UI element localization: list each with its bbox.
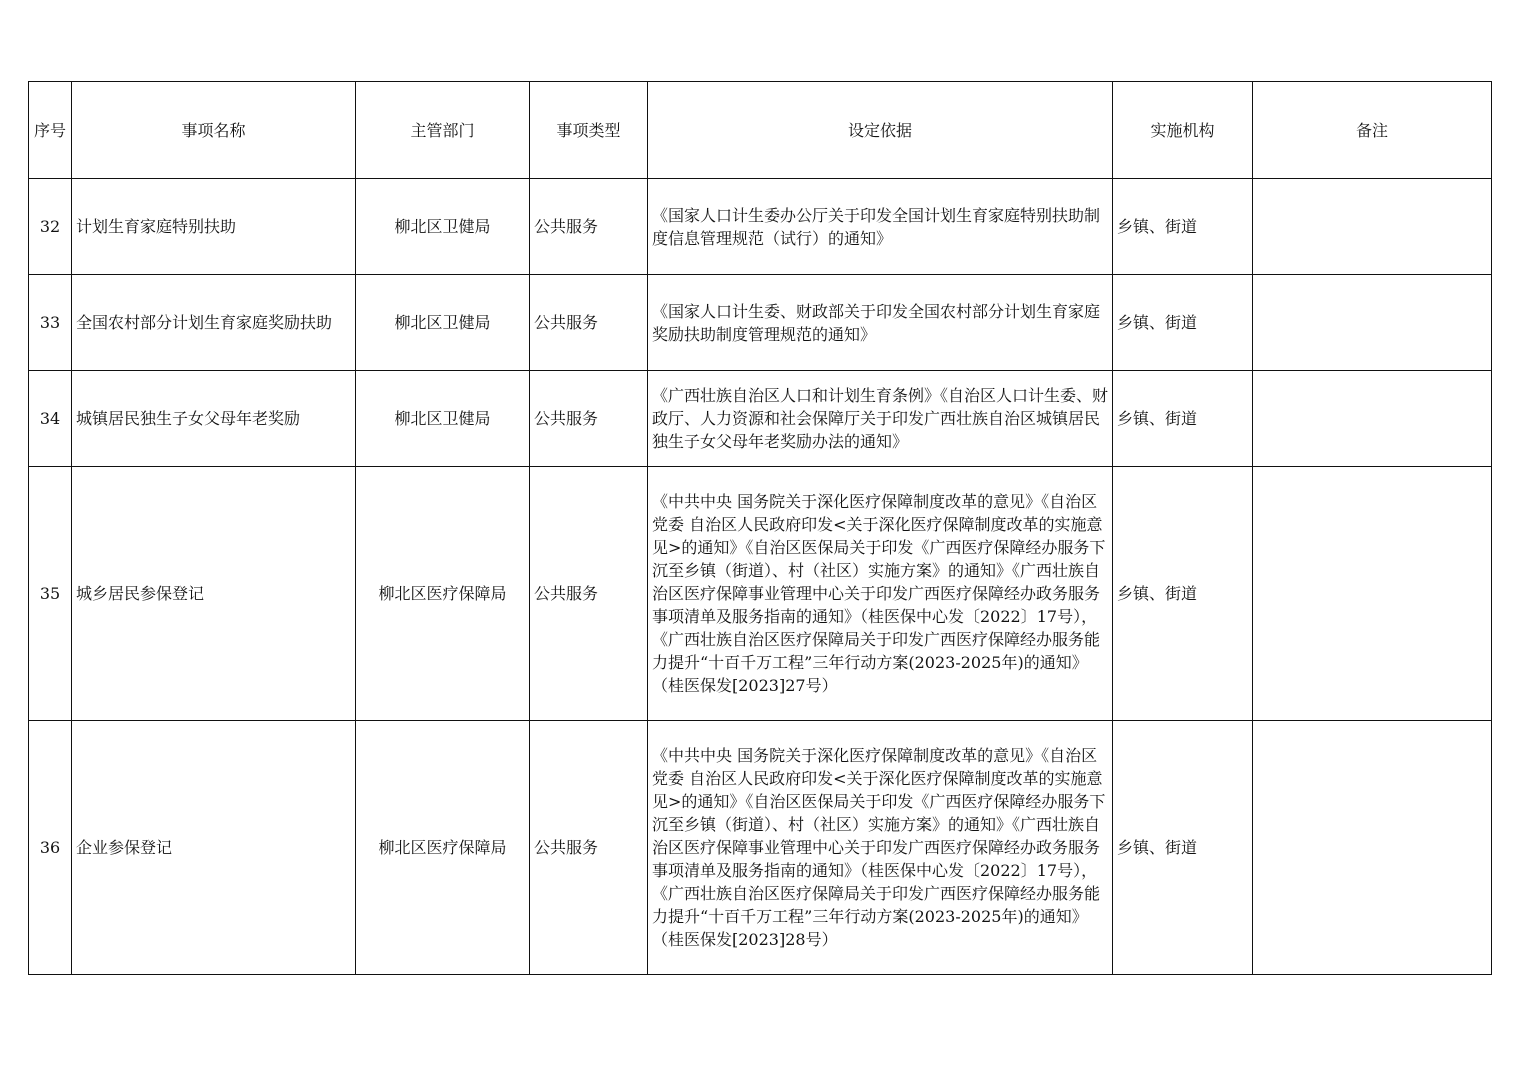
row-basis: 《国家人口计生委办公厅关于印发全国计划生育家庭特别扶助制度信息管理规范（试行）的通知》	[648, 179, 1113, 275]
row-dept: 柳北区医疗保障局	[356, 467, 530, 721]
table-row	[29, 371, 1492, 467]
row-basis: 《中共中央 国务院关于深化医疗保障制度改革的意见》《自治区党委 自治区人民政府印发<关于深化医疗保障制度改革的实施意见>的通知》《自治区医保局关于印发《广西医疗保障经办服务下沉至乡镇（街道）、村（社区）实施方案》的通知》《广西壮族自治区医疗保障事业管理中心关于印发广西医疗保障经办政务服务事项清单及服务指南的通知》（桂医保中心发〔2022〕17号），《广西壮族自治区医疗保障局关于印发广西医疗保障经办服务能力提升“十百千万工程”三年行动方案(2023-2025年)的通知》（桂医保发[2023]28号）	[648, 721, 1113, 975]
row-org: 乡镇、街道	[1113, 721, 1253, 975]
header-org: 实施机构	[1113, 82, 1253, 179]
header-type: 事项类型	[530, 82, 648, 179]
row-type: 公共服务	[530, 467, 648, 721]
row-note	[1253, 371, 1492, 467]
row-type: 公共服务	[530, 275, 648, 371]
header-basis: 设定依据	[648, 82, 1113, 179]
row-org: 乡镇、街道	[1113, 275, 1253, 371]
row-dept: 柳北区卫健局	[356, 371, 530, 467]
row-dept: 柳北区医疗保障局	[356, 721, 530, 975]
row-seq: 33	[29, 275, 72, 371]
row-type: 公共服务	[530, 721, 648, 975]
row-basis: 《国家人口计生委、财政部关于印发全国农村部分计划生育家庭奖励扶助制度管理规范的通知》	[648, 275, 1113, 371]
row-note	[1253, 721, 1492, 975]
table-row	[29, 179, 1492, 275]
row-seq: 35	[29, 467, 72, 721]
header-name: 事项名称	[72, 82, 356, 179]
table-row	[29, 721, 1492, 975]
row-type: 公共服务	[530, 179, 648, 275]
header-row	[29, 82, 1492, 179]
row-dept: 柳北区卫健局	[356, 179, 530, 275]
matters-table	[28, 81, 1492, 975]
row-note	[1253, 179, 1492, 275]
table-row	[29, 275, 1492, 371]
header-dept: 主管部门	[356, 82, 530, 179]
row-basis: 《中共中央 国务院关于深化医疗保障制度改革的意见》《自治区党委 自治区人民政府印发<关于深化医疗保障制度改革的实施意见>的通知》《自治区医保局关于印发《广西医疗保障经办服务下沉至乡镇（街道）、村（社区）实施方案》的通知》《广西壮族自治区医疗保障事业管理中心关于印发广西医疗保障经办政务服务事项清单及服务指南的通知》（桂医保中心发〔2022〕17号），《广西壮族自治区医疗保障局关于印发广西医疗保障经办服务能力提升“十百千万工程”三年行动方案(2023-2025年)的通知》（桂医保发[2023]27号）	[648, 467, 1113, 721]
row-name: 计划生育家庭特别扶助	[72, 179, 356, 275]
row-type: 公共服务	[530, 371, 648, 467]
row-org: 乡镇、街道	[1113, 467, 1253, 721]
header-seq: 序号	[29, 82, 72, 179]
row-seq: 34	[29, 371, 72, 467]
row-basis: 《广西壮族自治区人口和计划生育条例》《自治区人口计生委、财政厅、人力资源和社会保障厅关于印发广西壮族自治区城镇居民独生子女父母年老奖励办法的通知》	[648, 371, 1113, 467]
row-name: 全国农村部分计划生育家庭奖励扶助	[72, 275, 356, 371]
row-org: 乡镇、街道	[1113, 179, 1253, 275]
row-name: 企业参保登记	[72, 721, 356, 975]
table-row	[29, 467, 1492, 721]
row-seq: 36	[29, 721, 72, 975]
header-note: 备注	[1253, 82, 1492, 179]
row-org: 乡镇、街道	[1113, 371, 1253, 467]
row-dept: 柳北区卫健局	[356, 275, 530, 371]
row-note	[1253, 467, 1492, 721]
row-seq: 32	[29, 179, 72, 275]
row-name: 城乡居民参保登记	[72, 467, 356, 721]
row-note	[1253, 275, 1492, 371]
row-name: 城镇居民独生子女父母年老奖励	[72, 371, 356, 467]
